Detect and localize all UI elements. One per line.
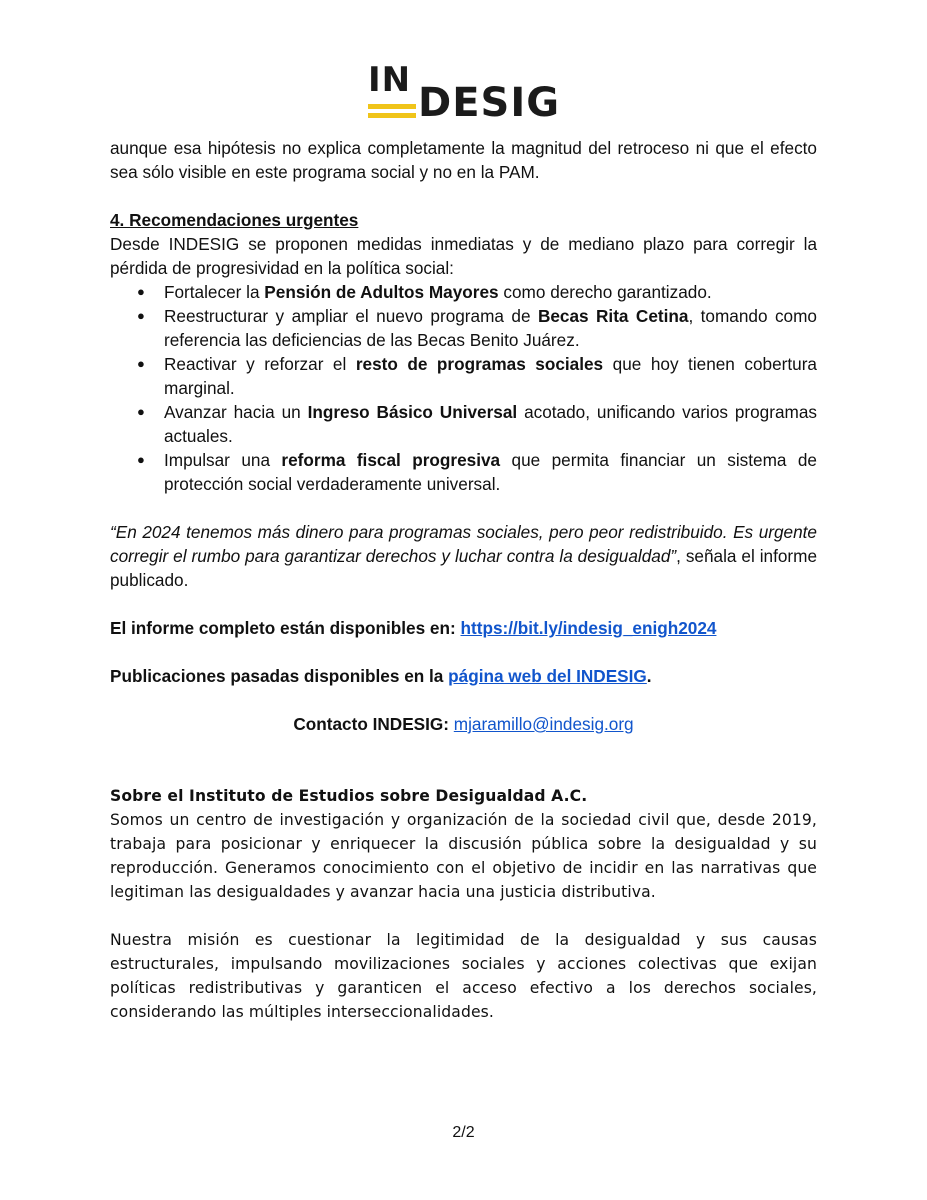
past-publications-line: Publicaciones pasadas disponibles en la página web del INDESIG. (110, 666, 652, 686)
website-link[interactable]: página web del INDESIG (448, 666, 647, 686)
page-number: 2/2 (452, 1124, 475, 1141)
contact-line: Contacto INDESIG: mjaramillo@indesig.org (293, 714, 634, 734)
section-recommendations (110, 208, 817, 496)
quote-paragraph (110, 520, 817, 592)
intro-paragraph: aunque esa hipótesis no explica completamente la magnitud del retroceso ni que el efecto sea sólo visible en este programa social y no en la PAM. (110, 138, 817, 182)
logo-accent-bar (368, 104, 416, 109)
recommendations-list (110, 280, 817, 496)
list-item: ● Reactivar y reforzar el resto de programas sociales que hoy tienen cobertura marginal. (110, 352, 817, 400)
list-item: ● Reestructurar y ampliar el nuevo programa de Becas Rita Cetina, tomando como referencia las deficiencias de las Becas Benito Juárez. (110, 304, 817, 352)
about-paragraph: Somos un centro de investigación y organización de la sociedad civil que, desde 2019, trabaja para posicionar y enriquecer la discusión pública sobre la desigualdad y su reproducción. Generamos conocimiento con el objetivo de incidir en las narrativas que legitiman las desigualdades y avanzar hacia una justicia distributiva. (110, 811, 817, 901)
section-lead: Desde INDESIG se proponen medidas inmediatas y de mediano plazo para corregir la pérdida de progresividad en la política social: (110, 234, 817, 278)
list-item: ● Fortalecer la Pensión de Adultos Mayores como derecho garantizado. (110, 280, 817, 304)
report-link[interactable]: https://bit.ly/indesig_enigh2024 (460, 618, 717, 638)
quote-text: “En 2024 tenemos más dinero para programas sociales, pero peor redistribuido. Es urgente corregir el rumbo para garantizar derechos y luchar contra la desigualdad” (110, 522, 817, 566)
list-item: ● Avanzar hacia un Ingreso Básico Universal acotado, unificando varios programas actuales. (110, 400, 817, 448)
contact-email-link[interactable]: mjaramillo@indesig.org (453, 714, 634, 734)
list-item: ● Impulsar una reforma fiscal progresiva que permita financiar un sistema de protección social verdaderamente universal. (110, 448, 817, 496)
quote-attribution: , señala el informe publicado. (110, 546, 818, 590)
about-heading: Sobre el Instituto de Estudios sobre Desigualdad A.C. (110, 787, 588, 805)
logo-accent-bar (368, 113, 416, 118)
logo-text-desig: DESIG (418, 80, 561, 126)
mission-paragraph: Nuestra misión es cuestionar la legitimidad de la desigualdad y sus causas estructurales, impulsando movilizaciones sociales y acciones colectivas que exijan políticas redistributivas y garanticen el acceso efectivo a los derechos sociales, considerando las múltiples interseccionalidades. (110, 931, 817, 1021)
report-line: El informe completo están disponibles en: https://bit.ly/indesig_enigh2024 (110, 618, 717, 638)
section-heading: 4. Recomendaciones urgentes (110, 210, 359, 230)
indesig-logo (368, 60, 568, 126)
about-section (110, 784, 817, 1024)
logo-text-in: IN (368, 60, 412, 100)
